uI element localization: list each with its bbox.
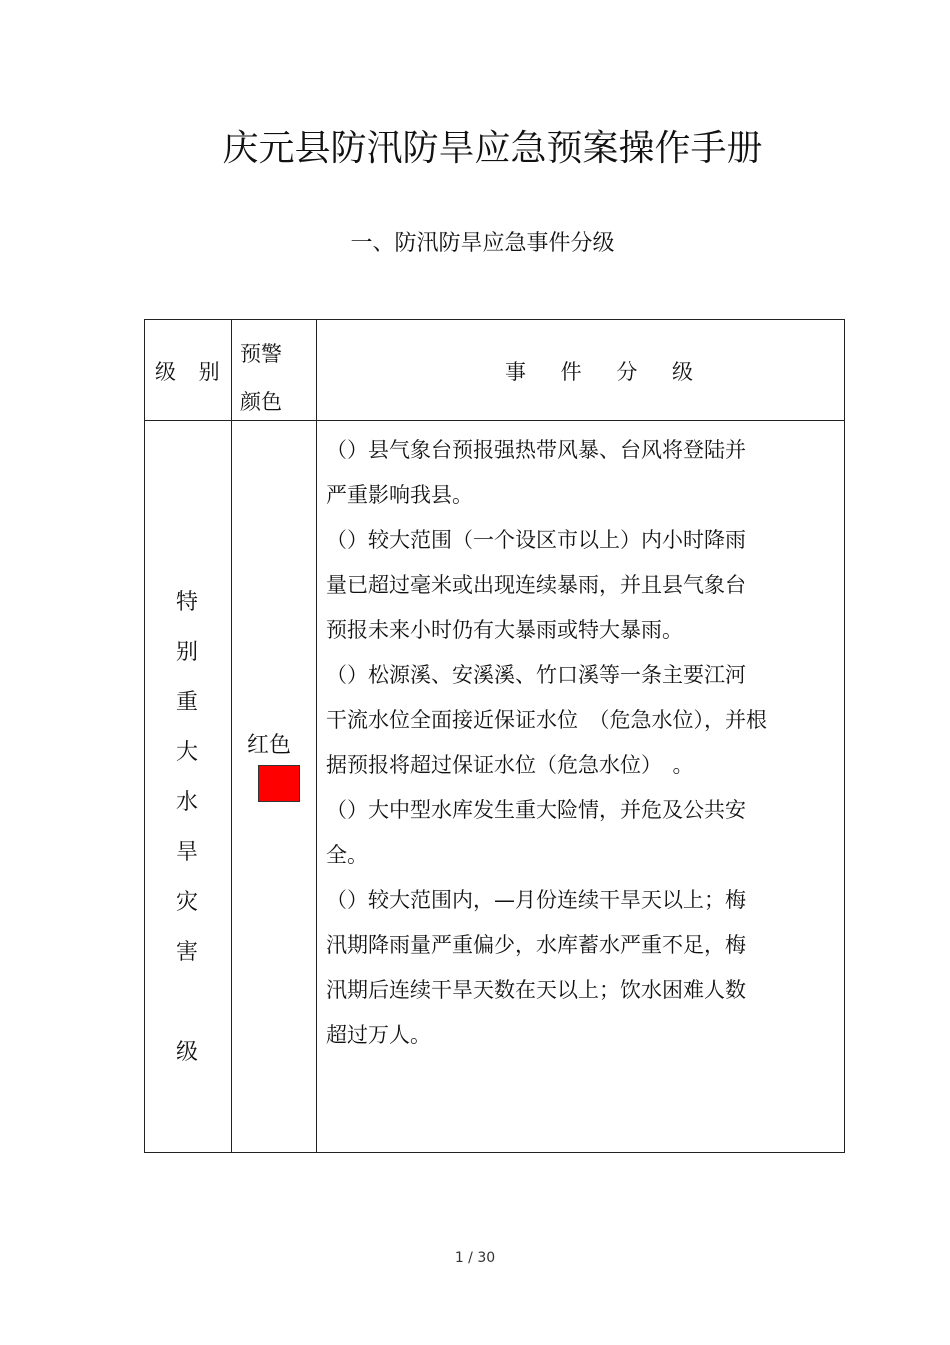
page-number: 1 / 30	[454, 1250, 496, 1266]
warning-color-label: 红色	[247, 733, 292, 758]
event-line: 干流水位全面接近保证水位 （危急水位），并根	[326, 708, 767, 732]
event-line: 汛期降雨量严重偏少，水库蓄水严重不足，梅	[326, 933, 746, 957]
event-line: （）大中型水库发生重大险情，并危及公共安	[326, 798, 746, 822]
column-divider-2	[316, 320, 317, 1152]
event-criteria-cell	[326, 428, 841, 1058]
event-line: （）较大范围（一个设区市以上）内小时降雨	[326, 528, 746, 552]
event-line: （）较大范围内，—月份连续干旱天以上；梅	[326, 888, 746, 912]
document-title: 庆元县防汛防旱应急预案操作手册	[222, 128, 763, 169]
event-line: 量已超过毫米或出现连续暴雨，并且县气象台	[326, 573, 746, 597]
header-level: 级 别	[155, 360, 228, 384]
event-line: （）县气象台预报强热带风暴、台风将登陆并	[326, 438, 746, 462]
header-event-grading: 事 件 分 级	[505, 360, 708, 384]
header-warning-color: 预警颜色	[240, 342, 282, 414]
section-title: 一、防汛防旱应急事件分级	[350, 231, 615, 256]
event-line: 全。	[326, 843, 368, 867]
event-line: （）松源溪、安溪溪、竹口溪等一条主要江河	[326, 663, 746, 687]
column-divider-1	[231, 320, 232, 1152]
event-line: 汛期后连续干旱天数在天以上；饮水困难人数	[326, 978, 746, 1002]
event-line: 预报未来小时仍有大暴雨或特大暴雨。	[326, 618, 683, 642]
red-color-swatch	[258, 765, 300, 802]
level-cell: 特 别 重 大 水 旱 灾 害 级	[175, 590, 198, 1065]
event-grading-table	[144, 319, 845, 1153]
event-line: 超过万人。	[326, 1023, 431, 1047]
event-line: 据预报将超过保证水位（危急水位） 。	[326, 753, 694, 777]
event-line: 严重影响我县。	[326, 483, 473, 507]
